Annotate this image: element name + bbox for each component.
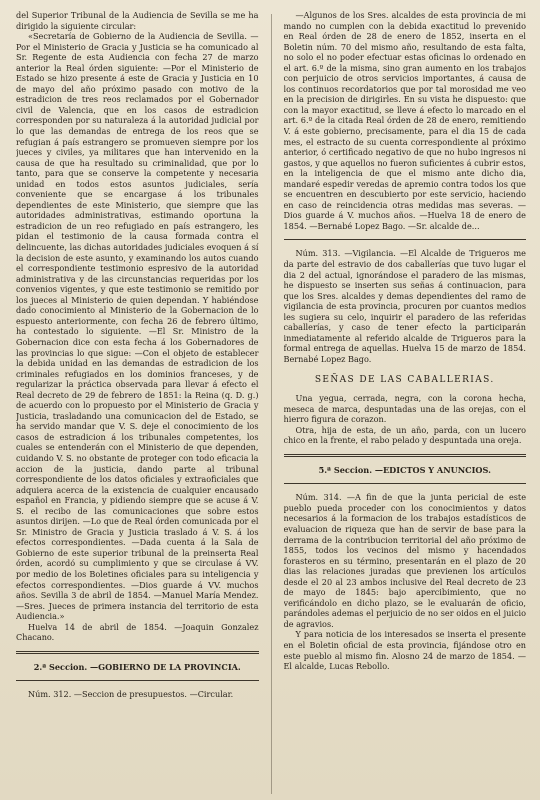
signature-line: Huelva 14 de abril de 1854. —Joaquin Gonzalez Chacano.: [16, 621, 259, 643]
notice-312-body: —Algunos de los Sres. alcaldes de esta provincia de mi mando no cumplen con la debida exactitud lo prevenido en Real órden de 28 de enero de 1852, inserta en el Boletin núm. 70 del mismo año, resultando de esta falta, no solo el no poder efectuar estas oficinas lo ordenado en el art. 6.º de la misma, sino gran aumento en los trabajos con perjuicio de otros servicios importantes, á causa de los continuos recordatorios que por tal morosidad me veo en la precision de dirigirles. En su vista he dispuesto: que con la mayor exactitud, se lleve á efecto lo marcado en el art. 6.º de la citada Real órden de 28 de enero, remitiendo V. á este gobierno, precisamente, para el dia 15 de cada mes, el estracto de su cuenta correspondiente al próximo anterior, ó certificado negativo de que no hubo ingresos ni gastos, y que aquellos no fueron suficientes á cubrir estos, en la inteligencia de que el mismo ante dicho dia, mandaré espedir veredas de apremio contra todos los que se encuentren en descubierto por este servicio, haciendo en caso de reincidencia otras medidas mas severas. —Dios guarde á V. muchos años. —Huelva 18 de enero de 1854. —Bernabé Lopez Bago. —Sr. alcalde de...: [283, 10, 526, 231]
circular-body: «Secretaría de Gobierno de la Audiencia de Sevilla. —Por el Ministerio de Gracia y Justicia se ha comunicado al Sr. Regente de esta Audiencia con fecha 27 de marzo anterior la Real órden siguiente: —Por el Ministerio de Estado se hizo presente á este de Gracia y Justicia en 10 de mayo del año próximo pasado con motivo de la estradicion de tres reos reclamados por el Gobernador civil de Valencia, que en los casos de estradicion corresponden por su naturaleza á la autoridad judicial por lo que las demandas de entrega de los reos que se refugian á país estrangero se promueven siempre por los jueces y civiles, ya militares que han intervenido en la causa de que ha resultado su criminalidad, que por lo tanto, para que se conserve la competente y necesaria unidad en todos estos asuntos judiciales, sería conveniente que se encargase á los tribunales dependientes de este Ministerio, que siempre que las autoridades administrativas, estimando oportuna la estradicion de un reo refugiado en país estrangero, les pidan el testimonio de la causa formada contra el delincuente, las dichas autoridades judiciales evoquen á sí la decision de este asunto, y examinando los autos cuando el correspondiente testimonio espresivo de la autoridad administrativa y de las circunstancias requeridas por los convenios vigentes, y que este testimonio se remitido por los jueces al Ministerio de quien dependan. Y habiéndose dado conocimiento al Ministerio de la Gobernacion de lo espuesto anteriormente, con fecha 26 de febrero último, ha contestado lo siguiente. —El Sr. Ministro de la Gobernacion dice con esta fecha á los Gobernadores de las provincias lo que sigue: —Con el objeto de establecer la debida unidad en las demandas de estradicion de los criminales refugiados en los dominios franceses, y de regularizar la práctica observada para llevar á efecto el Real decreto de 29 de febrero de 1851: la Reina (q. D. g.) de acuerdo con lo propuesto por el Ministerio de Gracia y Justicia, trasladando una comunicacion del de Estado, se ha servido mandar que V. S. deje el conocimiento de los casos de estradicion á los tribunales competentes, los cuales se entenderán con el Ministerio de que dependen, cuidando V. S. no obstante de proteger con todo eficacia la accion de la justicia, dando parte al tribunal correspondiente de los datos oficiales y extraoficiales que adquiera acerca de la existencia de cualquier encausado español en Francia, y pidiendo siempre que se acuse á V. S. el recibo de las comunicaciones que sobre estos asuntos dirijen. —Lo que de Real órden comunicada por el Sr. Ministro de Gracia y Justicia traslado á V. S. á los efectos correspondientes. —Dada cuenta á la Sala de Gobierno de este superior tribunal de la preinserta Real órden, acordó su cumplimiento y que se circulase á VV. por medio de los Boletines oficiales para su inteligencia y efectos correspondientes. —Dios guarde á VV. muchos años. Sevilla 3 de abril de 1854. —Manuel María Mendez. —Sres. Jueces de primera instancia del territorio de esta Audiencia.»: [16, 31, 259, 622]
description-foal: Otra, hija de esta, de un año, parda, con un lucero chico en la frente, el rabo pelado y despuntada una oreja.: [283, 424, 526, 446]
notice-314: Núm. 314. —A fin de que la junta pericial de este pueblo pueda proceder con los conocimientos y datos necesarios á la formacion de los trabajos estadísticos de evaluacion de riqueza que han de servir de base para la derrama de la contribucion territorial del año próximo de 1855, todos los vecinos del mismo y hacendados forasteros en su término, presentarán en el plazo de 20 dias las relaciones juradas que previenen los artículos desde el 20 al 23 ambos inclusive del Real decreto de 23 de mayo de 1845: bajo apercibimiento, que no verificándolo en dicho plazo, se le evaluarán de oficio, parándoles ademas el perjuicio de no ser oidos en el juicio de agravios.: [283, 492, 526, 629]
right-column: [284, 10, 527, 794]
section-2-heading: 2.ª Seccion. —GOBIERNO DE LA PROVINCIA.: [33, 661, 241, 672]
section-5-heading: 5.ª Seccion. —EDICTOS Y ANUNCIOS.: [318, 464, 491, 475]
two-column-layout: [16, 10, 526, 794]
section-divider: [16, 651, 259, 654]
column-rule: [271, 14, 272, 794]
intro-paragraph: del Superior Tribunal de la Audiencia de Sevilla se me ha dirigido la siguiente circular:: [16, 10, 259, 31]
notice-313: Núm. 313. —Vigilancia. —El Alcalde de Trigueros me da parte del estravio de dos caballerías que tuvo lugar el dia 2 del actual, ignorándose el paradero de las mismas, he dispuesto se inserten sus señas á continuacion, para que los Sres. alcaldes y demas dependientes del ramo de vigilancia de esta provincia, procuren por cuantos medios les sugiera su celo, inquirir el paradero de las referidas caballerías, y caso de tener efecto la participarán inmediatamente al referido alcalde de Trigueros para la formal entrega de aquellas. Huelva 15 de marzo de 1854. Bernabé Lopez Bago.: [283, 248, 526, 364]
notice-314-closing: Y para noticia de los interesados se inserta el presente en el Boletin oficial de esta provincia, fijándose otro en este pueblo al mismo fin. Alosno 24 de marzo de 1854. —El alcalde, Lucas Rebollo.: [283, 629, 526, 672]
caballerias-title: SEÑAS DE LAS CABALLERIAS.: [314, 374, 495, 385]
section-divider-5: [284, 454, 527, 457]
left-column: [16, 10, 259, 794]
description-mare: Una yegua, cerrada, negra, con la corona hecha, meseca de marca, despuntadas una de las orejas, con el hierro figura de corazon.: [283, 393, 526, 425]
heading-rule: [16, 680, 259, 681]
heading-rule-5: [284, 483, 527, 484]
notice-divider: [284, 239, 527, 240]
notice-312: Núm. 312. —Seccion de presupuestos. —Circular.: [28, 689, 234, 700]
